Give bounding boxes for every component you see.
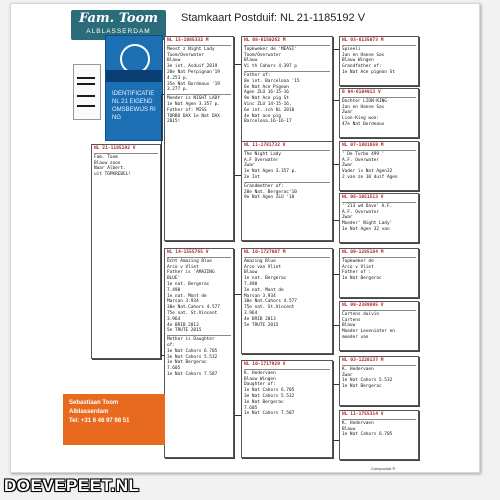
ring-number: NL 09-2389695 V	[342, 303, 384, 308]
info-line: Topkweker de 'MEASI'	[244, 46, 297, 52]
info-line: Meest z Night Lady	[167, 46, 215, 52]
info-line: Father of:	[244, 72, 271, 78]
info-line: Zwar	[342, 215, 353, 221]
info-line: Blauw	[244, 270, 258, 276]
info-line: 7.490	[244, 281, 258, 287]
pedigree-box-mff	[339, 248, 419, 298]
pedigree-box-ffm	[339, 88, 419, 138]
ring-number: NL 11-1755314 V	[342, 412, 384, 417]
info-line: Moeder Leveniater en	[342, 329, 395, 335]
info-line: Mother is Daughter	[167, 337, 215, 343]
info-line: Blauw	[342, 323, 356, 329]
ring-number: NL 10-1727007 M	[244, 250, 286, 255]
info-line: Moeder' Night Lady'	[342, 221, 393, 227]
info-line: of:	[167, 342, 175, 348]
info-line: Zwar	[244, 163, 255, 169]
pedigree-sheet	[10, 3, 480, 473]
info-line: BLUE'	[167, 276, 181, 282]
info-line: 6e Nat Ace Pigeon	[244, 84, 289, 90]
info-line: Dcht Amazing Blue	[167, 258, 212, 264]
info-line: 1e Nat Cahors 5.532	[342, 378, 393, 384]
info-line: Lion-King won:	[342, 116, 380, 122]
info-line: Arco v Vliet	[342, 264, 374, 270]
info-line: 3e int. Asduif 2019	[167, 64, 218, 70]
contact-card	[63, 394, 165, 445]
info-line: 9e Nat Ace pig St	[244, 96, 289, 102]
info-line: Topkweker de	[342, 258, 374, 264]
info-line: Blauw Wingen	[244, 376, 276, 382]
info-line: 8e int. Barcelona '15	[244, 78, 300, 84]
pedigree-box-fm	[241, 141, 333, 241]
info-line: Agen ZLU 16-15-16	[244, 90, 289, 96]
info-line: 2 van ze 10 duif Agen	[342, 174, 398, 180]
info-line: TURBO DAX 1e Nat DAX	[167, 113, 220, 119]
pigeon-line: Naar Albert.	[94, 166, 126, 172]
info-line: Zwar	[342, 163, 353, 169]
page-title: Stamkaart Postduif: NL 21-1185192 V	[181, 12, 366, 24]
info-line: Toom/Overwater	[167, 52, 205, 58]
info-line: K. Hedervaen	[244, 370, 276, 376]
info-line: Marsan 3.934	[167, 299, 199, 305]
ring-number: NL 03-1220137 M	[342, 358, 384, 363]
info-line: Daughter of:	[244, 382, 276, 388]
info-line: 1e Nat Bergerac	[342, 384, 382, 390]
info-line: 4e BRIB 2013	[167, 322, 199, 328]
pedigree-box-mf	[241, 248, 333, 354]
pedigree-box-fmf	[339, 141, 419, 191]
info-line: moeder van	[342, 334, 369, 340]
ring-number: NL 14-1555765 V	[167, 250, 209, 255]
ring-number: NL 10-1717929 V	[244, 362, 286, 367]
info-line: Arco van Vliet	[244, 264, 282, 270]
info-line: Blauw	[342, 426, 356, 432]
info-line: 30e Nat.Cahors 4.577	[167, 305, 220, 311]
ring-number: NL 15-1085332 M	[167, 38, 209, 43]
watermark: DOEVEPEET.NL	[4, 476, 140, 495]
ring-number: NL 07-1801659 M	[342, 143, 384, 148]
info-line: 4e Nat ace pig	[244, 113, 282, 119]
info-line: 1e Nat Cahors 6.705	[244, 388, 295, 394]
info-line: Toom/Overwater	[244, 52, 282, 58]
info-line: 4.253 p.	[167, 75, 189, 81]
info-line: 9e Nat Agen ZLU '10	[244, 195, 295, 201]
info-line: 7.605	[167, 366, 181, 372]
pigeon-line: Blauw zoon	[94, 160, 121, 166]
ring-number: NL 09-1285184 M	[342, 250, 384, 255]
ring-number: NL 06-1051513 V	[342, 195, 384, 200]
info-line: Zwar	[342, 372, 353, 378]
info-line: 7.605	[244, 405, 258, 411]
info-line: Cartens duivin	[342, 311, 380, 317]
info-line: 2e Int	[244, 174, 260, 180]
info-line: 1e Nat Agen 3.357 p.	[167, 101, 220, 107]
info-line: Dochter LION-KING	[342, 98, 387, 104]
pigeon-info	[94, 155, 158, 178]
info-line: Moeder is NIGHT LADY	[167, 96, 220, 102]
pigeon-line: Fam. Toom	[94, 154, 118, 160]
info-line: Grandmother of:	[244, 183, 284, 189]
info-line: 35e Nat Bordeaux '19	[167, 81, 220, 87]
ring-number: NL 08-8150262 M	[244, 38, 286, 43]
info-line: 5e TRUTE 2015	[244, 322, 279, 328]
info-line: Father is 'AMAZING	[167, 270, 215, 276]
info-line: ' De Turbo 499 '	[342, 151, 385, 157]
info-line: Jan en Hanne Sas	[342, 104, 385, 110]
info-line: Vader is Nat Agen32	[342, 169, 393, 175]
pigeon-ring: NL 21-1185192 V	[94, 146, 136, 151]
info-line: K. Hedervaen	[342, 366, 374, 372]
info-line: Vinc ZLU 14-15-16,	[244, 101, 292, 107]
info-line: 1e nat. Mont de	[244, 287, 284, 293]
info-line: ' 213 wd Dave' A.F.	[342, 203, 393, 209]
logo-name: Fam. Toom	[78, 11, 159, 26]
info-line: 3e Nat Cahors 5.532	[244, 393, 295, 399]
info-line: Zwar	[342, 110, 353, 116]
info-line: 3e Nat Cahors 5.532	[167, 354, 218, 360]
contact-name: Sebastiaan Toom	[69, 400, 119, 406]
info-line: 1e nat. Bergerac	[244, 276, 287, 282]
sticker-text: IDENTIFICATIE NL 21 EIGENDOMSBEWIJS RING	[112, 91, 156, 121]
ownership-sticker	[105, 35, 163, 141]
info-line: 1e Nat Cahors 6.705	[342, 432, 393, 438]
ring-number: NL 11-1781732 V	[244, 143, 286, 148]
info-line: 30e Nat.Cahors 4.577	[244, 299, 297, 305]
info-line: 75e nat. St.Vincent	[244, 305, 295, 311]
info-line: 3.964	[167, 316, 181, 322]
info-line: 7.490	[167, 287, 181, 293]
info-line: Blauw Wingen	[342, 58, 374, 64]
ring-slot-1	[73, 64, 101, 120]
info-line: Father of :	[342, 270, 372, 276]
pigeon-box	[91, 144, 161, 359]
info-line: Spieeli	[342, 46, 361, 52]
info-line: Grandfather of:	[342, 64, 382, 70]
info-line: 1e Nat Bergerac	[244, 399, 284, 405]
pedigree-box-mfm	[339, 301, 419, 351]
info-line: K. Hedervaen	[342, 420, 374, 426]
info-line: 1e Nat Cahors 6.705	[167, 348, 218, 354]
info-line: 1e Nat Cahors 7.587	[244, 411, 295, 417]
info-line: Blauw	[167, 58, 181, 64]
info-line: 1e Nat Agen 32 van	[342, 226, 390, 232]
pedigree-box-ff	[241, 36, 333, 144]
info-line: 1e nat. Mont de	[167, 293, 207, 299]
info-line: Vi th Cahors 4.397 p	[244, 64, 297, 70]
pedigree-box-mmf	[339, 356, 419, 406]
contact-place: Alblasserdam	[69, 409, 109, 415]
contact-phone: Tel: +31 6 46 97 98 51	[69, 418, 130, 424]
pedigree-box-mm	[241, 360, 333, 458]
info-line: 1e Nat Ace pigeon St	[342, 69, 395, 75]
info-line: Jan en Hanne Sas	[342, 52, 385, 58]
info-line: A.F. Overwater	[342, 209, 380, 215]
pigeon-line: uit TOPKREBEL!	[94, 172, 132, 178]
info-line: A.F. Overwater	[342, 157, 380, 163]
pedigree-box-mmm	[339, 410, 419, 460]
info-line: 3.964	[244, 310, 258, 316]
info-line: The Night Lady	[244, 151, 282, 157]
ring-number: B 04-6104913 V	[342, 90, 381, 95]
info-line: Father of: MISS	[167, 107, 207, 113]
info-line: 1e Nat Cahors 7.587	[167, 371, 218, 377]
info-line: Amazing Blue	[244, 258, 276, 264]
info-line: 20e Nat. Bergerac'10	[244, 189, 297, 195]
info-line: 75e nat. St.Vincent	[167, 310, 218, 316]
info-line: 47e Nat Bordeaux	[342, 121, 385, 127]
footer-credit: Compuclub ®	[371, 466, 396, 471]
pedigree-box-fmm	[339, 193, 419, 243]
info-line: 1e nat. Bergerac	[167, 281, 210, 287]
logo-place: ALBLASSERDAM	[86, 28, 151, 35]
info-line: Barcelona.16-16-17	[244, 119, 292, 125]
info-line: 1e Nat Bergerac	[167, 360, 207, 366]
info-line: 1e Nat Bergerac	[342, 276, 382, 282]
pedigree-box-father	[164, 36, 234, 241]
info-line: 4e BRIB 2013	[244, 316, 276, 322]
info-line: 2015!	[167, 119, 181, 125]
ring-number: NL 03-6135073 M	[342, 38, 384, 43]
info-line: 6e int. sch KL 2010	[244, 107, 295, 113]
info-line: A.F Overwater	[244, 157, 279, 163]
info-line: Marsan 3.934	[244, 293, 276, 299]
info-line: Cartens	[342, 317, 361, 323]
info-line: Arco v Vliet	[167, 264, 199, 270]
pedigree-box-mother	[164, 248, 234, 458]
info-line: 3.277 p.	[167, 87, 189, 93]
info-line: Blauw	[244, 58, 258, 64]
pedigree-box-fff	[339, 36, 419, 86]
info-line: 20e Nat Perpignan'19	[167, 69, 220, 75]
info-line: 5e TRUTE 2015	[167, 328, 202, 334]
info-line: 1e Nat Agen 3.357 p.	[244, 169, 297, 175]
